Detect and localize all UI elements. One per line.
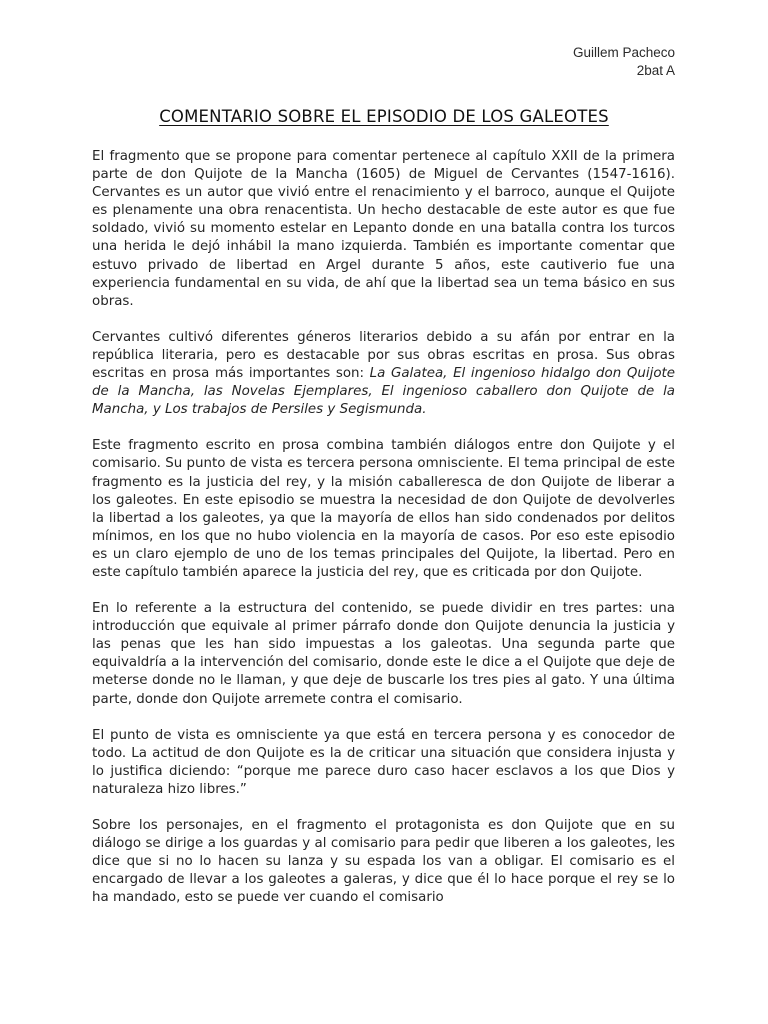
paragraph-introduction: El fragmento que se propone para comentar pertenece al capítulo XXII de la primera parte de don Quijote de la Mancha (1605) de Miguel de Cervantes (1547-1616). Cervantes es un autor que vivió entre el renacimiento y el barroco, aunque el Quijote es plenamente una obra renacentista. Un hecho destacable de este autor es que fue soldado, vivió su momento estelar en Lepanto donde en una batalla contra los turcos una herida le dejó inhábil la mano izquierda. También es importante comentar que estuvo privado de libertad en Argel durante 5 años, este cautiverio fue una experiencia fundamental en su vida, de ahí que la libertad sea un tema básico en sus obras. <box>92 149 675 309</box>
document-body <box>92 148 675 925</box>
paragraph-characters: Sobre los personajes, en el fragmento el protagonista es don Quijote que en su diálogo se dirige a los guardas y al comisario para pedir que liberen a los galeotes, les dice que si no lo hacen su lanza y su espada los van a obligar. El comisario es el encargado de llevar a los galeotes a galeras, y dice que él lo hace porque el rey se lo ha mandado, esto se puede ver cuando el comisario <box>92 818 675 906</box>
document-title: COMENTARIO SOBRE EL EPISODIO DE LOS GALEOTES <box>159 107 609 126</box>
paragraph-point-of-view: El punto de vista es omnisciente ya que está en tercera persona y es conocedor de todo. La actitud de don Quijote es la de criticar una situación que considera injusta y lo justifica diciendo: “porque me parece duro caso hacer esclavos a los que Dios y naturaleza hizo libres.” <box>92 727 675 797</box>
class-group: 2bat A <box>636 63 675 78</box>
author-header <box>573 44 675 80</box>
paragraph-works <box>92 329 675 419</box>
paragraph-works-text: Cervantes cultivó diferentes géneros literarios debido a su afán por entrar en la república literaria, pero es destacable por sus obras escritas en prosa. Sus obras escritas en prosa más importantes son: <box>92 329 675 382</box>
paragraph-theme: Este fragmento escrito en prosa combina también diálogos entre don Quijote y el comisario. Su punto de vista es tercera persona omnisciente. El tema principal de este fragmento es la justicia del rey, y la misión caballeresca de don Quijote de liberar a los galeotes. En este episodio se muestra la necesidad de don Quijote de devolverles la libertad a los galeotes, ya que la mayoría de ellos han sido condenados por delitos mínimos, en los que no hubo violencia en la mayoría de casos. Por eso este episodio es un claro ejemplo de uno de los temas principales del Quijote, la libertad. Pero en este capítulo también aparece la justicia del rey, que es criticada por don Quijote. <box>92 438 675 580</box>
author-name: Guillem Pacheco <box>572 45 675 60</box>
paragraph-structure: En lo referente a la estructura del contenido, se puede dividir en tres partes: una introducción que equivale al primer párrafo donde don Quijote denuncia la justicia y las penas que les han sido impuestas a los galeotas. Una segunda parte que equivaldría a la intervención del comisario, donde este le dice a el Quijote que deje de meterse donde no le llaman, y que deje de buscarle los tres pies al gato. Y una última parte, donde don Quijote arremete contra el comisario. <box>92 601 675 707</box>
works-list: La Galatea, El ingenioso hidalgo don Quijote de la Mancha, las Novelas Ejemplares, El ingenioso caballero don Quijote de la Mancha, y Los trabajos de Persiles y Segismunda. <box>92 366 675 418</box>
